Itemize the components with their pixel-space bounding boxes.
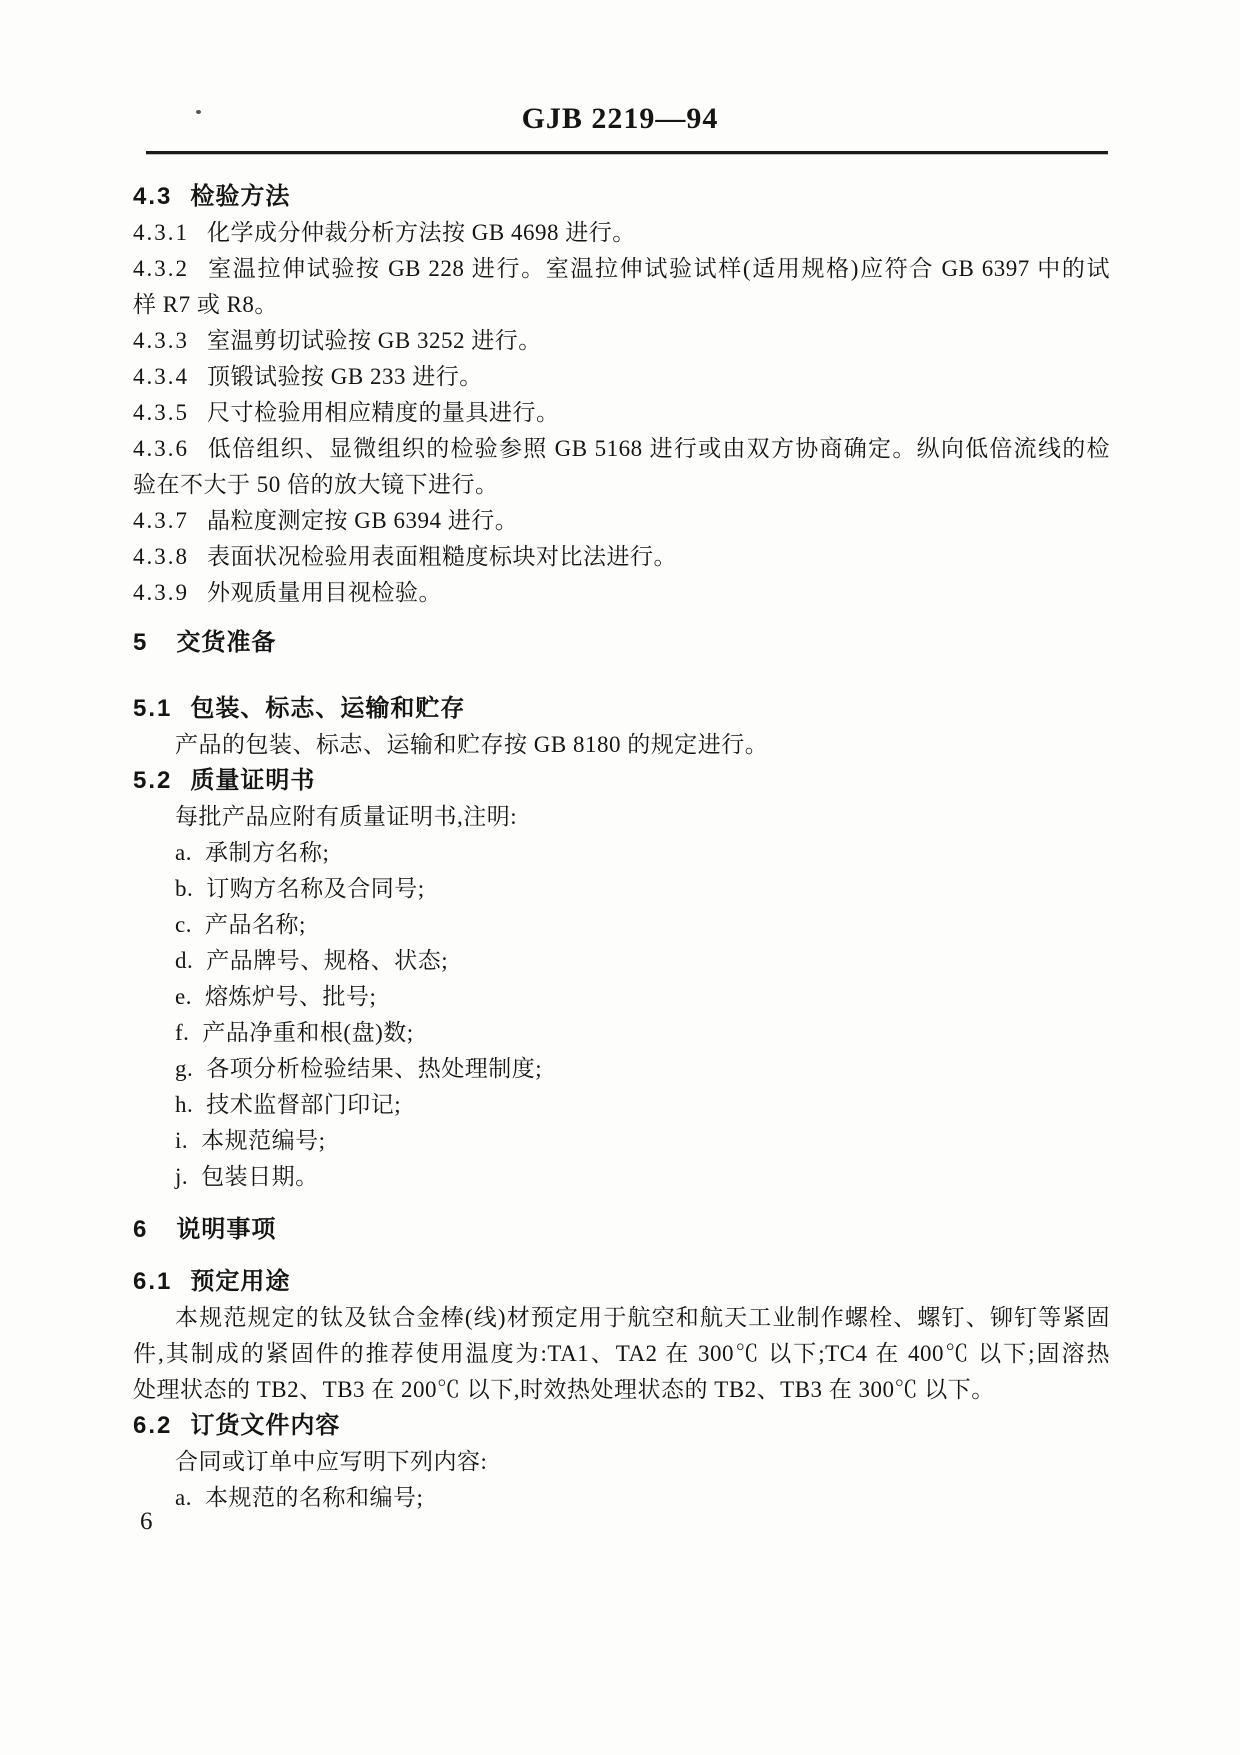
item-text: 产品牌号、规格、状态; [206,948,449,973]
order-item-a [133,1480,1110,1516]
clause-number: 4.3.5 [133,400,189,425]
cert-item-a [133,835,1110,871]
clause-6-2-heading [133,1408,1110,1444]
clause-number: 4.3.7 [133,508,189,533]
item-letter: h. [175,1092,194,1117]
clause-number: 4.3.2 [133,256,189,281]
clause-text: 样 R7 或 R8。 [133,292,278,317]
item-text: 承制方名称; [204,840,330,865]
clause-5-1-heading [133,691,1110,727]
clause-text: 件,其制成的紧固件的推荐使用温度为:TA1、TA2 在 300℃ 以下;TC4 在 400℃ 以下;固溶热 [133,1341,1110,1366]
item-letter: b. [175,876,194,901]
clause-4-3-heading [133,179,1110,215]
standard-number: GJB 2219—94 [521,102,719,135]
clause-text: 顶锻试验按 GB 233 进行。 [207,364,483,389]
clause-5-1-body [133,727,1110,763]
clause-text: 本规范规定的钛及钛合金棒(线)材预定用于航空和航天工业制作螺栓、螺钉、铆钉等紧固 [175,1305,1110,1330]
section-title: 说明事项 [176,1216,277,1243]
clause-4-3-1 [133,215,1110,251]
clause-number: 6.1 [133,1268,173,1295]
item-letter: d. [175,948,194,973]
clause-text: 产品的包装、标志、运输和贮存按 GB 8180 的规定进行。 [175,732,769,757]
document-body [133,179,1110,1516]
item-text: 熔炼炉号、批号; [204,984,377,1009]
clause-6-1-para-line-2 [133,1336,1110,1372]
clause-4-3-2-line-2 [133,287,1110,323]
clause-text: 每批产品应附有质量证明书,注明: [175,804,518,829]
item-text: 各项分析检验结果、热处理制度; [206,1056,543,1081]
clause-title: 订货文件内容 [190,1412,341,1439]
cert-item-d [133,943,1110,979]
item-letter: a. [175,1485,192,1510]
item-letter: j. [175,1164,189,1189]
clause-4-3-3 [133,323,1110,359]
item-letter: c. [175,912,192,937]
clause-number: 4.3.8 [133,544,189,569]
clause-number: 5.2 [133,767,173,794]
item-text: 订购方名称及合同号; [206,876,425,901]
clause-4-3-6-line-2 [133,467,1110,503]
clause-4-3-4 [133,359,1110,395]
clause-title: 质量证明书 [190,767,316,794]
clause-number: 4.3.9 [133,580,189,605]
clause-4-3-9 [133,575,1110,611]
item-letter: g. [175,1056,194,1081]
clause-number: 4.3.3 [133,328,189,353]
item-text: 产品名称; [204,912,306,937]
header-rule [146,151,1108,154]
clause-4-3-7 [133,503,1110,539]
clause-text: 室温拉伸试验按 GB 228 进行。室温拉伸试验试样(适用规格)应符合 GB 6397 中的试 [207,256,1110,281]
cert-item-j [133,1159,1110,1195]
cert-item-b [133,871,1110,907]
clause-title: 预定用途 [190,1268,291,1295]
clause-6-1-para-line-1 [133,1300,1110,1336]
section-number: 5 [133,629,149,656]
clause-text: 室温剪切试验按 GB 3252 进行。 [207,328,542,353]
clause-4-3-6-line-1 [133,431,1110,467]
clause-text: 合同或订单中应写明下列内容: [175,1449,488,1474]
cert-item-i [133,1123,1110,1159]
cert-item-g [133,1051,1110,1087]
clause-5-2-heading [133,763,1110,799]
clause-title: 检验方法 [190,183,291,210]
clause-4-3-8 [133,539,1110,575]
page-number: 6 [140,1508,154,1535]
cert-item-e [133,979,1110,1015]
clause-text: 晶粒度测定按 GB 6394 进行。 [207,508,519,533]
page-header [0,0,1240,136]
clause-number: 4.3 [133,183,173,210]
clause-title: 包装、标志、运输和贮存 [190,695,466,722]
clause-number: 4.3.4 [133,364,189,389]
clause-text: 处理状态的 TB2、TB3 在 200℃ 以下,时效热处理状态的 TB2、TB3 在 300℃ 以下。 [133,1377,995,1402]
clause-text: 化学成分仲裁分析方法按 GB 4698 进行。 [207,220,636,245]
item-text: 本规范的名称和编号; [204,1485,424,1510]
clause-text: 验在不大于 50 倍的放大镜下进行。 [133,472,499,497]
clause-6-2-intro [133,1444,1110,1480]
clause-text: 尺寸检验用相应精度的量具进行。 [207,400,560,425]
clause-number: 5.1 [133,695,173,722]
item-letter: e. [175,984,192,1009]
cert-item-f [133,1015,1110,1051]
item-letter: a. [175,840,192,865]
clause-number: 4.3.1 [133,220,189,245]
clause-4-3-5 [133,395,1110,431]
item-text: 包装日期。 [201,1164,319,1189]
clause-text: 外观质量用目视检验。 [207,580,442,605]
section-6-heading [133,1212,1110,1248]
clause-number: 6.2 [133,1412,173,1439]
clause-5-2-intro [133,799,1110,835]
clause-6-1-para-line-3 [133,1372,1110,1408]
cert-item-h [133,1087,1110,1123]
section-title: 交货准备 [176,629,277,656]
item-text: 技术监督部门印记; [206,1092,402,1117]
section-5-heading [133,625,1110,661]
clause-number: 4.3.6 [133,436,189,461]
clause-text: 表面状况检验用表面粗糙度标块对比法进行。 [207,544,677,569]
item-letter: f. [175,1020,190,1045]
item-text: 本规范编号; [201,1128,326,1153]
item-text: 产品净重和根(盘)数; [202,1020,414,1045]
item-letter: i. [175,1128,189,1153]
cert-item-c [133,907,1110,943]
section-number: 6 [133,1216,149,1243]
ink-speck [196,110,201,114]
clause-6-1-heading [133,1264,1110,1300]
clause-text: 低倍组织、显微组织的检验参照 GB 5168 进行或由双方协商确定。纵向低倍流线的检 [207,436,1110,461]
clause-4-3-2-line-1 [133,251,1110,287]
